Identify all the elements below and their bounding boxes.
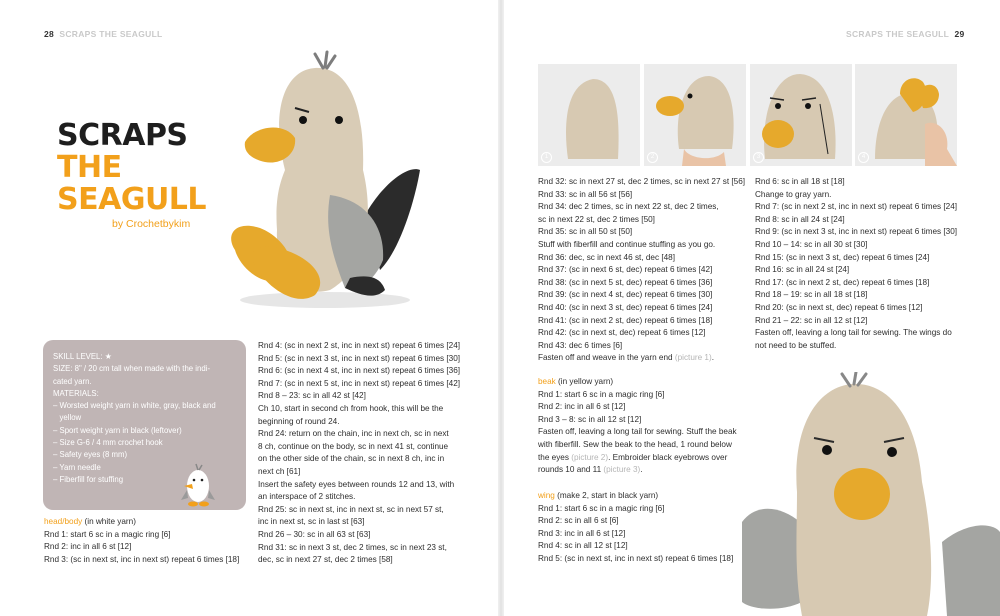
material-item: – Sport weight yarn in black (leftover) [53,425,182,435]
material-item: – Size G-6 / 4 mm crochet hook [53,438,163,448]
fasten-off-text: Fasten off and weave in the yarn end [538,353,675,363]
round-line: Rnd 16: sc in all 24 st [24] [755,265,850,275]
round-line: Rnd 42: (sc in next st, dec) repeat 6 times [12] [538,328,706,338]
photo-number: 1 [541,152,552,163]
round-line: Rnd 8: sc in all 24 st [24] [755,214,845,224]
round-line: Rnd 36: dec, sc in next 46 st, dec [48] [538,252,675,262]
step-photo-4 [855,64,957,166]
page-gutter [498,0,504,616]
round-line: Rnd 1: start 6 sc in a magic ring [6] [44,529,171,539]
left-running-title: SCRAPS THE SEAGULL [59,29,163,39]
round-line: Rnd 37: (sc in next 6 st, dec) repeat 6 times [42] [538,265,713,275]
right-page-number: 29 [954,29,965,39]
step-photo-1-image [538,64,640,166]
round-line: dec, sc in next 27 st, dec 2 times [58] [258,555,393,565]
left-page-header [44,29,163,39]
head-body-heading: head/body [44,517,83,526]
round-line: Rnd 32: sc in next 27 st, dec 2 times, sc in next 27 st [56] [538,177,746,186]
round-line: Fasten off, leaving a long tail for sewing. The wings do [755,328,952,338]
size-line-cont: cated yarn. [53,376,92,386]
round-line: an interspace of 2 stitches. [258,492,356,502]
round-line: Rnd 2: inc in all 6 st [12] [538,402,626,412]
round-line: Rnd 31: sc in next 3 st, dec 2 times, sc in next 23 st, [258,542,447,552]
round-line: Rnd 38: (sc in next 5 st, dec) repeat 6 times [36] [538,277,713,287]
seagull-hero-photo [215,50,425,315]
beak-text: . [640,465,643,475]
step-photo-1 [538,64,640,166]
designer-byline: by Crochetbykim [112,218,191,230]
material-item: – Worsted weight yarn in white, gray, black and [53,401,216,411]
wing-heading: wing [538,491,555,500]
round-line: Rnd 5: (sc in next 3 st, inc in next st) repeat 6 times [30] [258,353,461,363]
round-line [538,464,737,477]
title-line-3: SEAGULL [57,182,207,217]
round-line: Rnd 1: start 6 sc in a magic ring [6] [538,389,665,399]
head-body-section [44,516,239,566]
round-line: Rnd 2: sc in all 6 st [6] [538,516,619,526]
step-photo-2 [644,64,746,166]
round-line: inc in next st, sc in last st [63] [258,517,365,527]
step-photo-3 [750,64,852,166]
round-line: Rnd 9: (sc in next 3 st, inc in next st) repeat 6 times [30] [755,227,958,237]
beak-text: . Embroider black eyebrows over [608,452,728,462]
round-line: Rnd 21 – 22: sc in all 12 st [12] [755,315,868,325]
title-line-2: THE [57,150,122,185]
round-line: Stuff with fiberfill and continue stuffing as you go. [538,239,716,249]
round-line: Rnd 18 – 19: sc in all 18 st [18] [755,290,868,300]
round-line: Rnd 6: sc in all 18 st [18] [755,177,845,186]
round-line: Rnd 6: (sc in next 4 st, inc in next st) repeat 6 times [36] [258,366,461,376]
skill-level: SKILL LEVEL: ★ [53,352,112,361]
left-page-number: 28 [44,29,55,39]
round-line: Rnd 25: sc in next st, inc in next st, sc in next 57 st, [258,504,444,514]
round-line: Rnd 1: start 6 sc in a magic ring [6] [538,503,665,513]
round-line: beginning of round 24. [258,416,340,426]
round-line: 8 ch, continue on the body, sc in next 41 st, continue [258,441,449,451]
round-line: Rnd 43: dec 6 times [6] [538,340,623,350]
round-line: Ch 10, start in second ch from hook, this will be the [258,403,444,413]
picture-ref: (picture 1) [674,353,712,363]
round-line [538,452,737,465]
picture-ref: (picture 2) [571,452,609,462]
round-line: Rnd 3: (sc in next st, inc in next st) repeat 6 times [18] [44,554,240,564]
round-line: Rnd 3: inc in all 6 st [12] [538,528,626,538]
round-line: Rnd 7: (sc in next 5 st, inc in next st) repeat 6 times [42] [258,378,461,388]
photo-number: 4 [858,152,869,163]
step-photo-3-image [750,64,852,166]
round-line: Rnd 3 – 8: sc in all 12 st [12] [538,414,642,424]
head-body-note: (in white yarn) [82,517,136,526]
round-line: Rnd 41: (sc in next 2 st, dec) repeat 6 times [18] [538,315,713,325]
seagull-cartoon-icon [176,460,221,510]
round-line: Rnd 15: (sc in next 3 st, dec) repeat 6 times [24] [755,252,930,262]
fasten-off-line [538,352,745,365]
beak-note: (in yellow yarn) [555,377,614,386]
material-item: – Yarn needle [53,462,101,472]
round-line: Rnd 39: (sc in next 4 st, dec) repeat 6 times [30] [538,290,713,300]
round-line: Rnd 26 – 30: sc in all 63 st [63] [258,529,371,539]
round-line: Insert the safety eyes between rounds 12 and 13, with [258,479,455,489]
beak-heading: beak [538,377,556,386]
round-line: next ch [61] [258,466,301,476]
instructions-column-3 [538,176,745,365]
round-line: Change to gray yarn. [755,189,832,199]
round-line: Rnd 17: (sc in next 2 st, dec) repeat 6 times [18] [755,277,930,287]
beak-section [538,376,737,477]
wing-note: (make 2, start in black yarn) [554,491,659,500]
round-line: Rnd 2: inc in all 6 st [12] [44,542,132,552]
step-photo-2-image [644,64,746,166]
instructions-column-2 [258,340,460,567]
materials-label: MATERIALS: [53,388,99,398]
round-line: Fasten off, leaving a long tail for sewing. Stuff the beak [538,427,737,437]
round-line: Rnd 4: sc in all 12 st [12] [538,541,628,551]
size-line: SIZE: 8" / 20 cm tall when made with the indi- [53,364,211,374]
round-line: not need to be stuffed. [755,340,837,350]
round-line: Rnd 20: (sc in next st, dec) repeat 6 times [12] [755,302,923,312]
photo-number: 3 [753,152,764,163]
beak-text: the eyes [538,452,572,462]
round-line: Rnd 7: (sc in next 2 st, inc in next st) repeat 6 times [24] [755,202,958,212]
round-line: Rnd 40: (sc in next 3 st, dec) repeat 6 times [24] [538,302,713,312]
title-line-1: SCRAPS [57,118,188,153]
pattern-title [57,120,206,216]
fasten-off-end: . [711,353,714,363]
instructions-column-4 [755,176,957,352]
beak-text: rounds 10 and 11 [538,465,604,475]
picture-ref: (picture 3) [603,465,641,475]
material-item: yellow [53,413,82,423]
round-line: on the other side of the chain, sc in next 8 ch, inc in [258,454,445,464]
round-line: Rnd 8 – 23: sc in all 42 st [42] [258,391,366,401]
round-line: Rnd 24: return on the chain, inc in next ch, sc in next [258,429,449,439]
material-item: – Safety eyes (8 mm) [53,450,128,460]
round-line: Rnd 4: (sc in next 2 st, inc in next st) repeat 6 times [24] [258,341,461,350]
step-photo-4-image [855,64,957,166]
round-line: Rnd 35: sc in all 50 st [50] [538,227,633,237]
round-line: sc in next 22 st, dec 2 times [50] [538,214,655,224]
material-item: – Fiberfill for stuffing [53,474,124,484]
wing-section [538,490,733,566]
right-page-header [846,29,965,39]
round-line: Rnd 10 – 14: sc in all 30 st [30] [755,239,868,249]
right-running-title: SCRAPS THE SEAGULL [846,29,950,39]
round-line: Rnd 5: (sc in next st, inc in next st) repeat 6 times [18] [538,553,734,563]
seagull-closeup-photo [742,372,1000,616]
photo-number: 2 [647,152,658,163]
round-line: Rnd 33: sc in all 56 st [56] [538,189,633,199]
round-line: with fiberfill. Sew the beak to the head, 1 round below [538,439,732,449]
materials-box [43,340,246,510]
round-line: Rnd 34: dec 2 times, sc in next 22 st, dec 2 times, [538,202,719,212]
